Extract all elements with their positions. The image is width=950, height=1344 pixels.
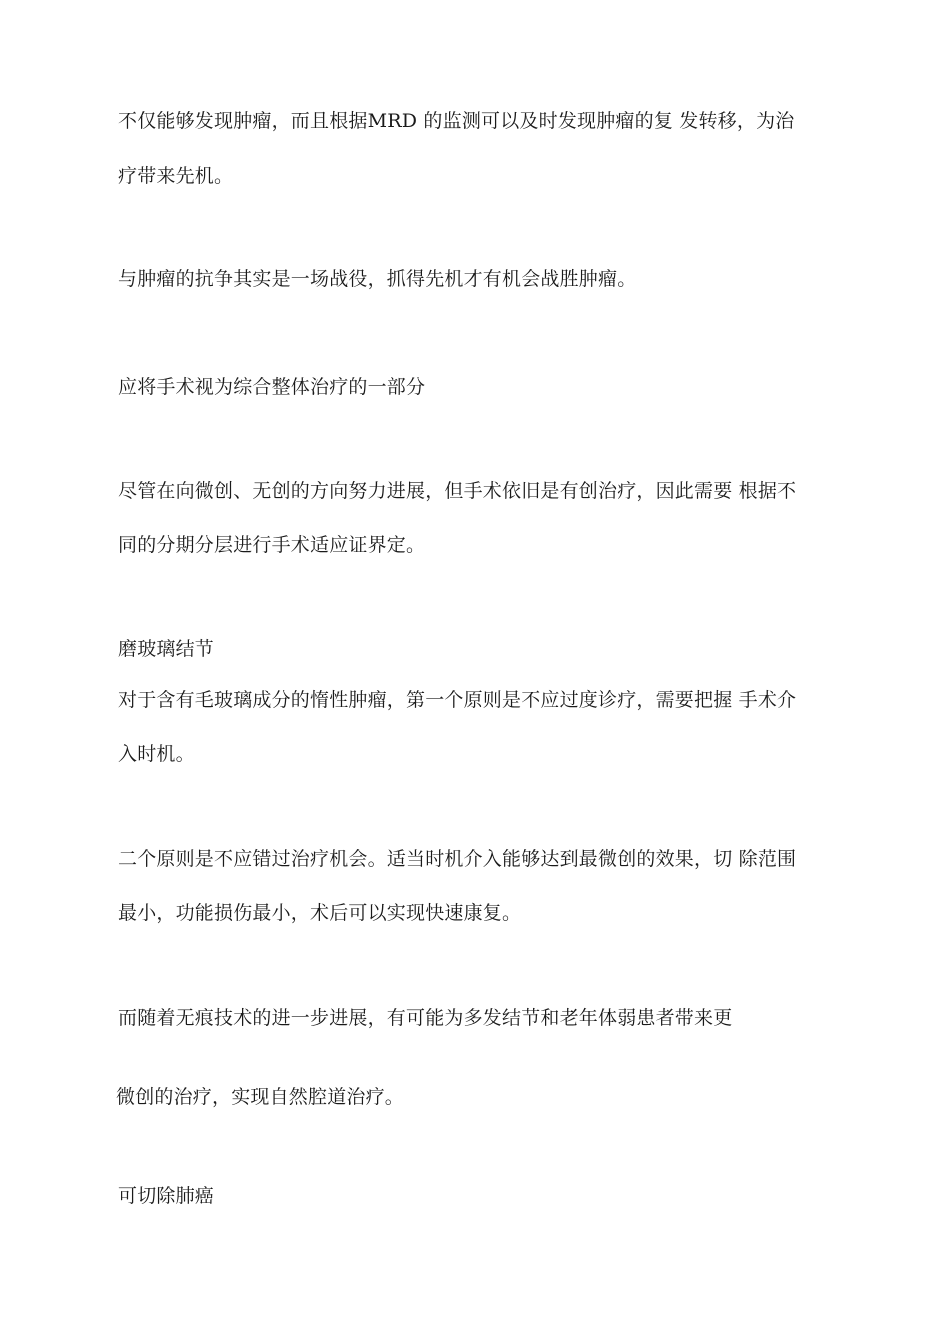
section-heading-resectable: 可切除肺癌: [118, 1185, 215, 1207]
text-line-8: 对于含有毛玻璃成分的惰性肿瘤，第一个原则是不应过度诊疗，需要把握 手术介: [118, 689, 797, 711]
text-line-6: 同的分期分层进行手术适应证界定。: [118, 534, 426, 556]
text-line-1: 不仅能够发现肿瘤，而且根据MRD 的监测可以及时发现肿瘤的复 发转移，为治: [118, 110, 795, 132]
text-line-12: 而随着无痕技术的进一步进展，有可能为多发结节和老年体弱患者带来更: [118, 1007, 733, 1029]
text-line-5: 尽管在向微创、无创的方向努力进展，但手术依旧是有创治疗，因此需要 根据不: [118, 480, 797, 502]
section-heading-ggn: 磨玻璃结节: [118, 638, 215, 660]
text-line-11: 最小，功能损伤最小，术后可以实现快速康复。: [118, 902, 522, 924]
section-heading-surgery: 应将手术视为综合整体治疗的一部分: [118, 376, 426, 398]
text-line-9: 入时机。: [118, 743, 195, 765]
text-line-2: 疗带来先机。: [118, 165, 234, 187]
text-line-10: 二个原则是不应错过治疗机会。适当时机介入能够达到最微创的效果，切 除范围: [118, 848, 797, 870]
text-line-13: 微创的治疗，实现自然腔道治疗。: [116, 1086, 405, 1108]
text-line-3: 与肿瘤的抗争其实是一场战役，抓得先机才有机会战胜肿瘤。: [118, 268, 637, 290]
